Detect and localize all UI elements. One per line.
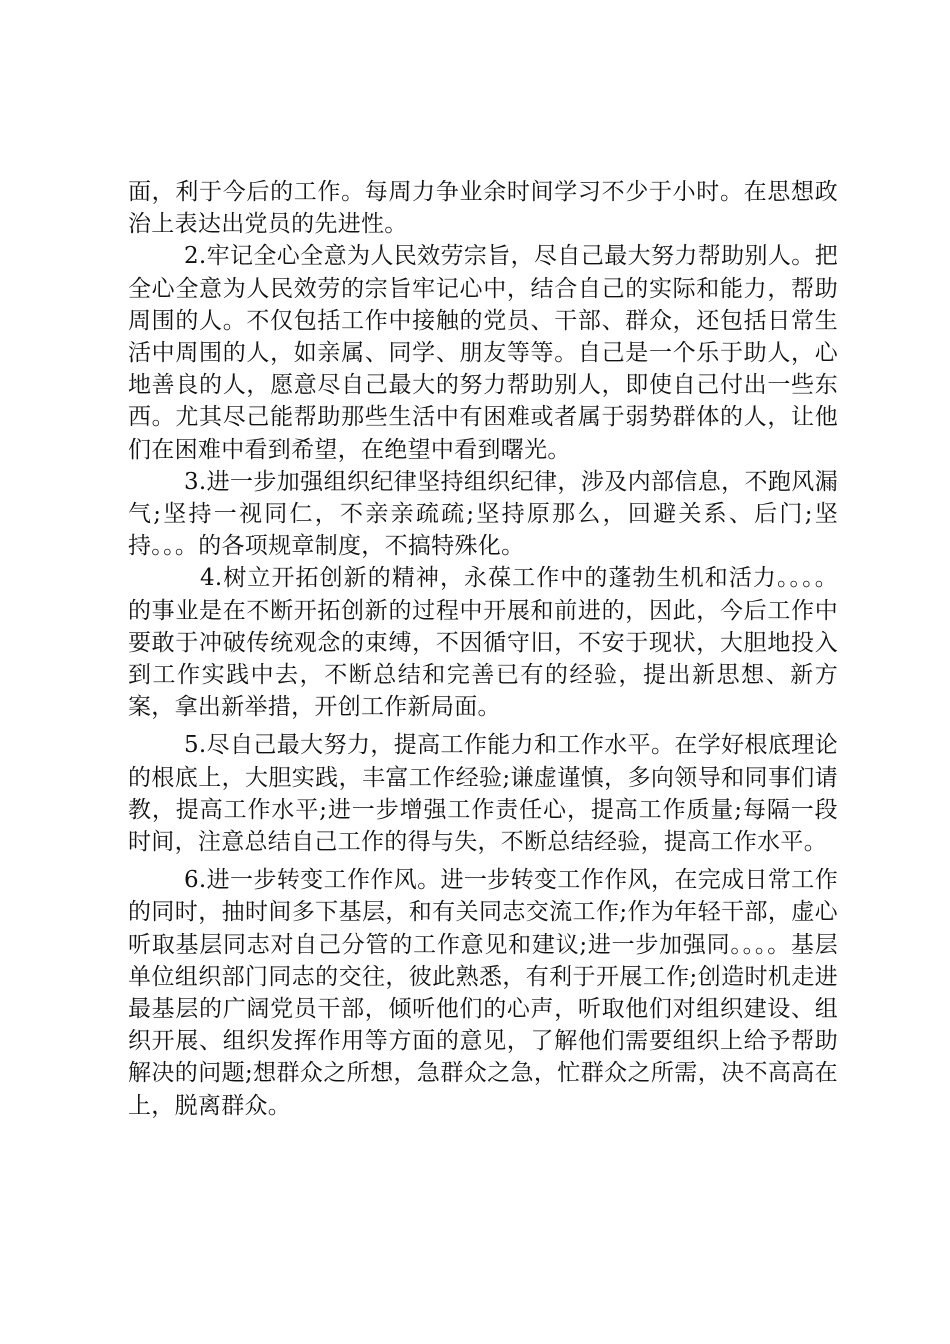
paragraph-item-2: 2.牢记全心全意为人民效劳宗旨，尽自己最大努力帮助别人。把全心全意为人民效劳的宗旨牢记心中，结合自己的实际和能力，帮助周围的人。不仅包括工作中接触的党员、干部、群众，还包括日常生活中周围的人，如亲属、同学、朋友等等。自己是一个乐于助人，心地善良的人，愿意尽自己最大的努力帮助别人，即使自己付出一些东西。尤其尽己能帮助那些生活中有困难或者属于弱势群体的人，让他们在困难中看到希望，在绝望中看到曙光。	[128, 243, 838, 463]
paragraph-item-4: 4.树立开拓创新的精神，永葆工作中的蓬勃生机和活力。。。。的事业是在不断开拓创新的过程中开展和前进的，因此，今后工作中要敢于冲破传统观念的束缚，不因循守旧，不安于现状，大胆地投入到工作实践中去，不断总结和完善已有的经验，提出新思想、新方案，拿出新举措，开创工作新局面。	[128, 565, 838, 721]
paragraph-item-5: 5.尽自己最大努力，提高工作能力和工作水平。在学好根底理论的根底上，大胆实践，丰富工作经验;谦虚谨慎，多向领导和同事们请教，提高工作水平;进一步增强工作责任心，提高工作质量;每隔一段时间，注意总结自己工作的得与失，不断总结经验，提高工作水平。	[128, 732, 838, 856]
paragraph-item-6: 6.进一步转变工作作风。进一步转变工作作风，在完成日常工作的同时，抽时间多下基层，和有关同志交流工作;作为年轻干部，虚心听取基层同志对自己分管的工作意见和建议;进一步加强同。。。。基层单位组织部门同志的交往，彼此熟悉，有利于开展工作;创造时机走进最基层的广阔党员干部，倾听他们的心声，听取他们对组织建设、组织开展、组织发挥作用等方面的意见，了解他们需要组织上给予帮助解决的问题;想群众之所想，急群众之急，忙群众之所需，决不高高在上，脱离群众。	[128, 867, 838, 1119]
document-body	[128, 176, 838, 1122]
paragraph-continuation: 面，利于今后的工作。每周力争业余时间学习不少于小时。在思想政治上表达出党员的先进性。	[128, 179, 838, 238]
paragraph-item-3: 3.进一步加强组织纪律坚持组织纪律，涉及内部信息，不跑风漏气;坚持一视同仁，不亲亲疏疏;坚持原那么，回避关系、后门;坚持。。。的各项规章制度，不搞特殊化。	[128, 468, 838, 560]
